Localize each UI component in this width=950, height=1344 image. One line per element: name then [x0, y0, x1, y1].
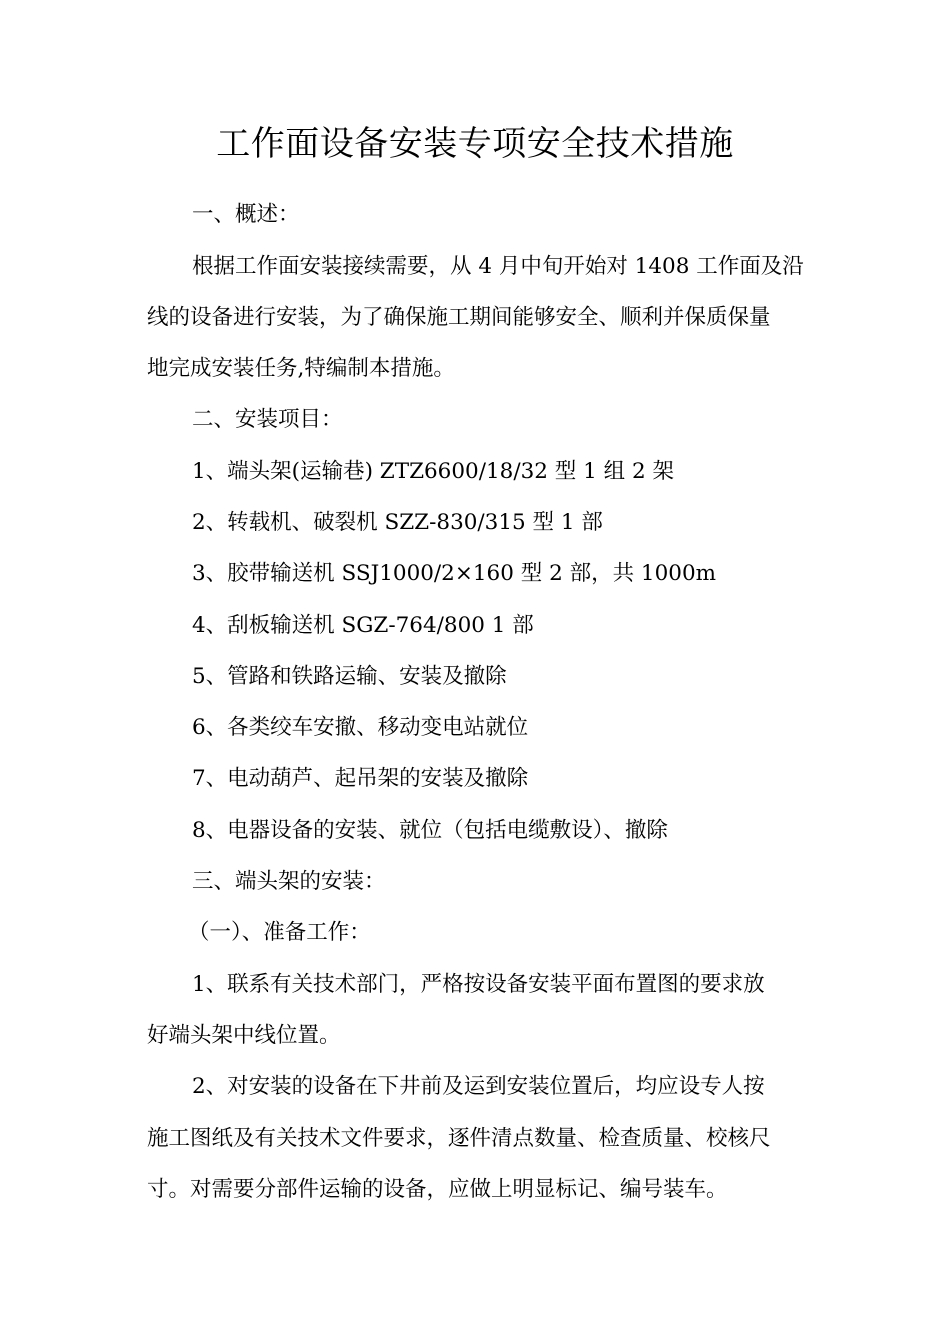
list-item: 1、端头架(运输巷) ZTZ6600/18/32 型 1 组 2 架 — [192, 459, 674, 484]
list-item: 6、各类绞车安撤、移动变电站就位 — [192, 715, 529, 740]
paragraph-line: 1、联系有关技术部门，严格按设备安装平面布置图的要求放 — [192, 972, 765, 997]
paragraph-line: 施工图纸及有关技术文件要求，逐件清点数量、检查质量、校核尺 — [147, 1126, 771, 1151]
subsection-heading: （一）、准备工作： — [188, 920, 371, 945]
paragraph-line: 寸。对需要分部件运输的设备，应做上明显标记、编号装车。 — [147, 1177, 728, 1202]
section-heading-overview: 一、概述： — [192, 202, 300, 227]
list-item: 5、管路和铁路运输、安装及撤除 — [192, 664, 507, 689]
paragraph-line: 根据工作面安装接续需要，从 4 月中旬开始对 1408 工作面及沿 — [192, 254, 804, 279]
paragraph-line: 好端头架中线位置。 — [147, 1023, 341, 1048]
document-title: 工作面设备安装专项安全技术措施 — [216, 124, 734, 164]
paragraph-line: 2、对安装的设备在下井前及运到安装位置后，均应设专人按 — [192, 1074, 765, 1099]
list-item: 2、转载机、破裂机 SZZ-830/315 型 1 部 — [192, 510, 603, 535]
list-item: 7、电动葫芦、起吊架的安装及撤除 — [192, 766, 529, 791]
section-heading-installation: 三、端头架的安装： — [192, 869, 386, 894]
list-item: 4、刮板输送机 SGZ-764/800 1 部 — [192, 613, 534, 638]
paragraph-line: 地完成安装任务,特编制本措施。 — [147, 356, 455, 381]
list-item: 8、电器设备的安装、就位（包括电缆敷设）、撤除 — [192, 818, 668, 843]
list-item: 3、胶带输送机 SSJ1000/2×160 型 2 部，共 1000m — [192, 561, 717, 586]
paragraph-line: 线的设备进行安装，为了确保施工期间能够安全、顺利并保质保量 — [147, 305, 771, 330]
section-heading-items: 二、安装项目： — [192, 407, 343, 432]
